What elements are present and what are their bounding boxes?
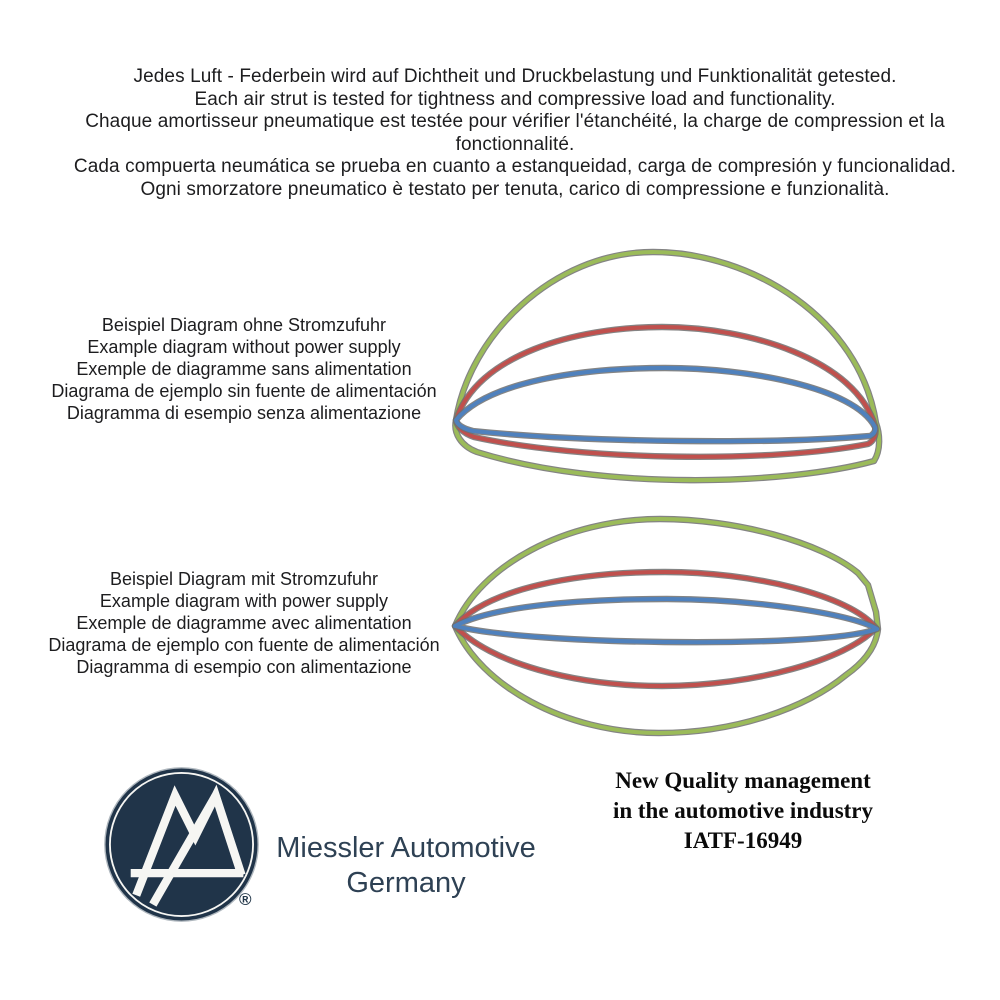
quality-line-1: New Quality management	[615, 768, 871, 793]
no-power-label-fr: Exemple de diagramme sans alimentation	[76, 359, 412, 379]
no-power-label-de: Beispiel Diagram ohne Stromzufuhr	[101, 315, 387, 335]
quality-text-block	[598, 766, 888, 856]
registered-trademark-icon: ®	[239, 890, 252, 909]
with-power-label-en: Example diagram with power supply	[99, 591, 389, 611]
miessler-logo	[103, 766, 260, 923]
header-line-fr: Chaque amortisseur pneumatique est testée pour vérifier l'étanchéité, la charge de compression et la fonctionnalité.	[85, 111, 945, 155]
with-power-label-es: Diagrama de ejemplo con fuente de alimentación	[48, 635, 440, 655]
blue-inner-loop	[455, 599, 877, 642]
header-line-de: Jedes Luft - Federbein wird auf Dichtheit und Druckbelastung und Funktionalität getested.	[133, 66, 897, 87]
no-power-label-en: Example diagram without power supply	[87, 337, 401, 357]
green-outer-loop	[455, 519, 878, 733]
diagram-with-power	[447, 512, 887, 740]
red-middle-loop	[455, 572, 876, 686]
label-block-no-power	[44, 314, 444, 424]
quality-line-2: in the automotive industry	[612, 798, 874, 823]
no-power-label-it: Diagramma di esempio senza alimentazione	[66, 403, 422, 423]
header-line-en: Each air strut is tested for tightness and compressive load and functionality.	[194, 88, 836, 110]
header-text-block	[30, 66, 1000, 202]
header-line-es: Cada compuerta neumática se prueba en cuanto a estanqueidad, carga de compresión y funcionalidad.	[73, 156, 957, 178]
header-line-it: Ogni smorzatore pneumatico è testato per tenuta, carico di compressione e funzionalità.	[140, 178, 890, 200]
no-power-label-es: Diagrama de ejemplo sin fuente de alimentación	[51, 381, 437, 401]
brand-text-block	[268, 831, 544, 901]
with-power-label-fr: Exemple de diagramme avec alimentation	[76, 613, 412, 633]
diagram-no-power	[447, 237, 890, 492]
brand-country: Germany	[346, 867, 466, 899]
blue-inner-loop	[456, 368, 875, 441]
label-block-with-power	[44, 568, 444, 678]
quality-line-3: IATF-16949	[683, 828, 803, 853]
with-power-label-it: Diagramma di esempio con alimentazione	[76, 657, 412, 677]
brand-name: Miessler Automotive	[276, 832, 536, 864]
with-power-label-de: Beispiel Diagram mit Stromzufuhr	[109, 569, 379, 589]
